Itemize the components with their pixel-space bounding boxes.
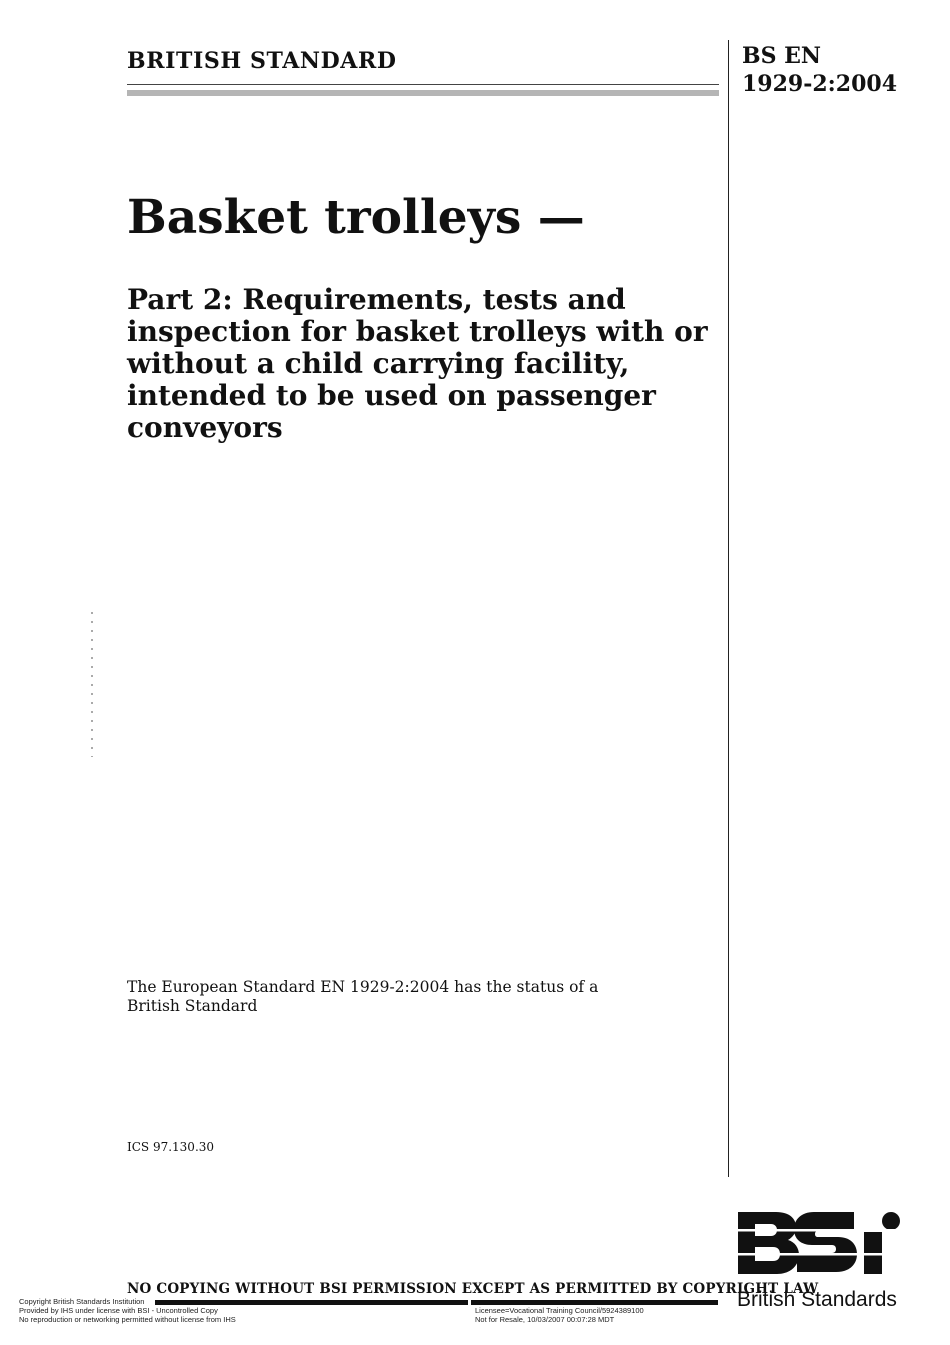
standard-type-label: BRITISH STANDARD (127, 48, 397, 74)
header-rule-thin (127, 84, 719, 85)
status-line: The European Standard EN 1929-2:2004 has the status of a (127, 978, 599, 996)
footer-line: Licensee=Vocational Training Council/5924389100 (475, 1306, 644, 1315)
bsi-logo-text: British Standards (737, 1288, 897, 1311)
footer-line: No reproduction or networking permitted without license from IHS (19, 1315, 236, 1324)
footer-line: Not for Resale, 10/03/2007 00:07:28 MDT (475, 1315, 615, 1324)
footer-rule-gap (468, 1299, 471, 1306)
copyright-notice: NO COPYING WITHOUT BSI PERMISSION EXCEPT AS PERMITTED BY COPYRIGHT LAW (127, 1281, 819, 1297)
footer-line: Copyright British Standards Institution (19, 1297, 145, 1306)
footer-line: Provided by IHS under license with BSI - Uncontrolled Copy (19, 1306, 218, 1315)
bsi-logo-icon (736, 1210, 906, 1276)
subtitle-line: intended to be used on passenger (127, 379, 656, 412)
document-number-line-1: BS EN (742, 43, 822, 69)
footer-rule (155, 1300, 718, 1305)
document-title: Basket trolleys — (127, 190, 585, 245)
subtitle-line: Part 2: Requirements, tests and (127, 283, 626, 316)
subtitle-line: without a child carrying facility, (127, 347, 630, 380)
ics-code: ICS 97.130.30 (127, 1140, 215, 1154)
subtitle-line: conveyors (127, 411, 283, 444)
document-number-line-2: 1929-2:2004 (742, 71, 898, 97)
subtitle-line: inspection for basket trolleys with or (127, 315, 708, 348)
footer-license-right (475, 1306, 644, 1324)
scan-mark (91, 612, 93, 757)
vertical-divider (728, 40, 729, 1177)
document-subtitle (127, 283, 708, 444)
status-line: British Standard (127, 997, 258, 1015)
document-number (742, 42, 897, 98)
header-rule-thick (127, 90, 719, 96)
footer-license-left (19, 1297, 236, 1324)
status-statement (127, 978, 598, 1016)
